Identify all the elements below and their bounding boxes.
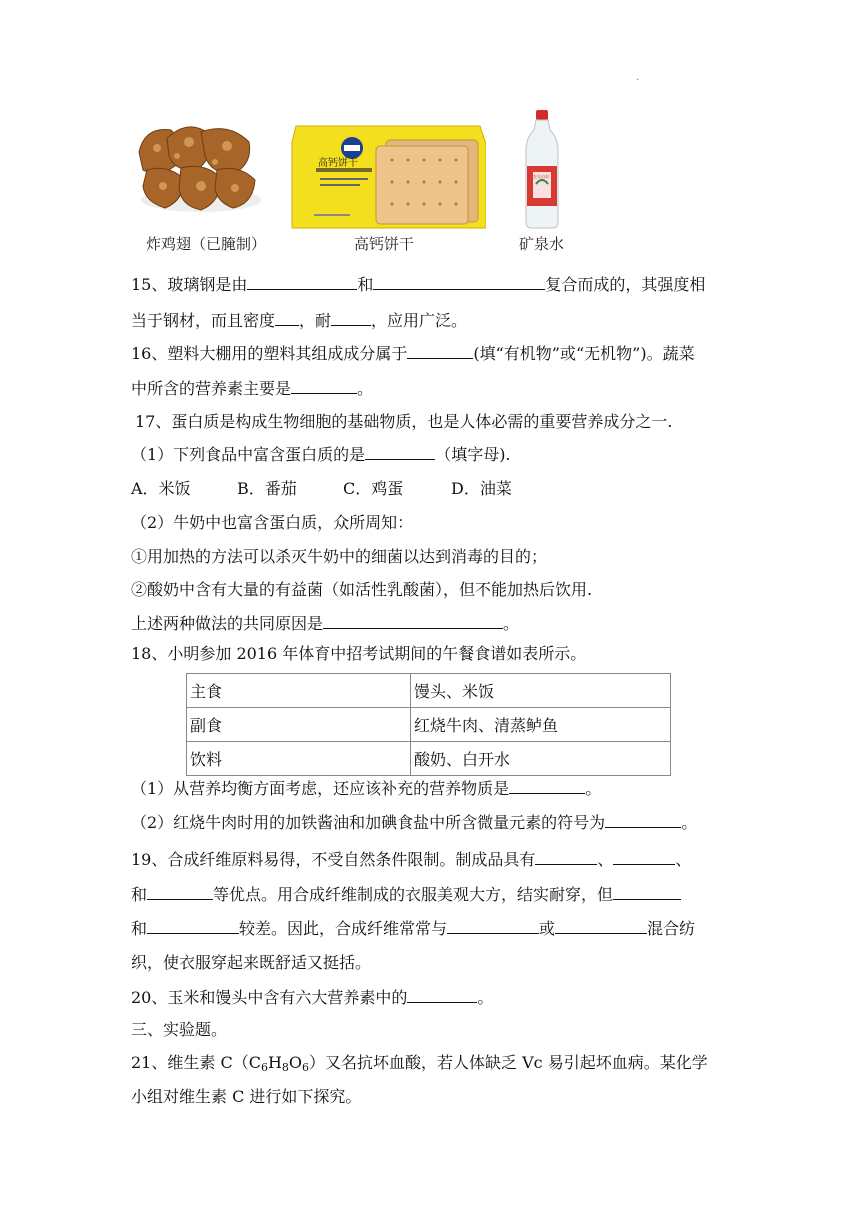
q19-line3: 和 较差。因此，合成纤维常常与 或 混合纺 (131, 919, 696, 938)
q19-blank-3[interactable] (147, 883, 213, 900)
q16-line2: 中所含的营养素主要是 。 (131, 379, 374, 398)
q18-blank-2[interactable] (605, 811, 681, 828)
q18-part1: （1）从营养均衡方面考虑，还应该补充的营养物质是 。 (131, 779, 602, 798)
table-cell: 主食 (187, 674, 411, 708)
table-row (187, 742, 671, 776)
table-cell: 副食 (187, 708, 411, 742)
water-label-text: 农夫山泉 (533, 174, 549, 179)
lunch-menu-table (186, 673, 671, 776)
q15-blank-3[interactable] (275, 309, 299, 326)
q18-blank-1[interactable] (509, 777, 585, 794)
water-bottle-image (524, 108, 560, 230)
q16-blank-2[interactable] (291, 377, 357, 394)
q17-conclusion: 上述两种做法的共同原因是 。 (131, 614, 520, 633)
option-b: B．番茄 (237, 479, 297, 498)
q16-line1: 16、塑料大棚用的塑料其组成成分属于 (填“有机物”或“无机物”)。蔬菜 (131, 344, 695, 363)
q19-blank-7[interactable] (555, 917, 647, 934)
table-row (187, 674, 671, 708)
q15-line2: 当于钢材，而且密度 ，耐 ，应用广泛。 (131, 311, 468, 330)
q15-line1: 15、玻璃钢是由 和 复合而成的，其强度相 (131, 275, 706, 294)
stray-dot: . (636, 72, 640, 83)
fried-chicken-caption: 炸鸡翅（已腌制） (146, 235, 267, 253)
q19-blank-4[interactable] (613, 883, 681, 900)
q15-blank-4[interactable] (331, 309, 371, 326)
table-cell: 馒头、米饭 (411, 674, 671, 708)
water-bottle-caption: 矿泉水 (519, 235, 565, 253)
option-a: A．米饭 (131, 479, 191, 498)
table-cell: 红烧牛肉、清蒸鲈鱼 (411, 708, 671, 742)
q16-blank-1[interactable] (407, 342, 473, 359)
q18-part2: （2）红烧牛肉时用的加铁酱油和加碘食盐中所含微量元素的符号为 。 (131, 813, 698, 832)
q17-blank-2[interactable] (323, 612, 503, 629)
q21-line2: 小组对维生素 C 进行如下探究。 (131, 1087, 362, 1106)
biscuits-image (290, 124, 486, 230)
q20-line: 20、玉米和馒头中含有六大营养素中的 。 (131, 988, 494, 1007)
q17-blank-1[interactable] (365, 443, 435, 460)
biscuit-package-text: 高钙饼干 (318, 158, 358, 169)
q17-statement-2: ②酸奶中含有大量的有益菌（如活性乳酸菌），但不能加热后饮用. (131, 580, 593, 599)
q17-statement-1: ①用加热的方法可以杀灭牛奶中的细菌以达到消毒的目的； (131, 547, 548, 566)
q19-line2: 和 等优点。用合成纤维制成的衣服美观大方，结实耐穿，但 (131, 883, 681, 906)
section-3-heading: 三、实验题。 (131, 1020, 228, 1039)
option-c: C．鸡蛋 (343, 479, 404, 498)
q19-line1: 19、合成纤维原料易得，不受自然条件限制。制成品具有 、 、 (131, 850, 692, 869)
biscuits-caption: 高钙饼干 (354, 235, 415, 253)
q19-blank-6[interactable] (447, 917, 539, 934)
q19-line4: 织，使衣服穿起来既舒适又挺括。 (131, 953, 372, 972)
q21-line1: 21、维生素 $C(C_6H_8O_6)$又名抗坏血酸，若人体缺乏 Vc 易引起坏血病。某化学 (131, 1053, 708, 1074)
q19-blank-1[interactable] (535, 848, 597, 865)
q20-blank[interactable] (407, 986, 477, 1003)
fried-chicken-image (131, 112, 263, 222)
q19-blank-5[interactable] (147, 917, 239, 934)
q15-blank-1[interactable] (247, 273, 357, 290)
q17-part2: （2）牛奶中也富含蛋白质，众所周知： (131, 513, 414, 532)
q18-intro: 18、小明参加 2016 年体育中招考试期间的午餐食谱如表所示。 (131, 644, 587, 663)
q17-intro: 17、蛋白质是构成生物细胞的基础物质，也是人体必需的重要营养成分之一. (135, 412, 673, 431)
q19-blank-2[interactable] (613, 848, 675, 865)
q17-part1: （1）下列食品中富含蛋白质的是 （填字母). (131, 445, 511, 464)
table-row (187, 708, 671, 742)
q15-blank-2[interactable] (373, 273, 545, 290)
option-d: D．油菜 (451, 479, 512, 498)
table-cell: 酸奶、白开水 (411, 742, 671, 776)
table-cell: 饮料 (187, 742, 411, 776)
